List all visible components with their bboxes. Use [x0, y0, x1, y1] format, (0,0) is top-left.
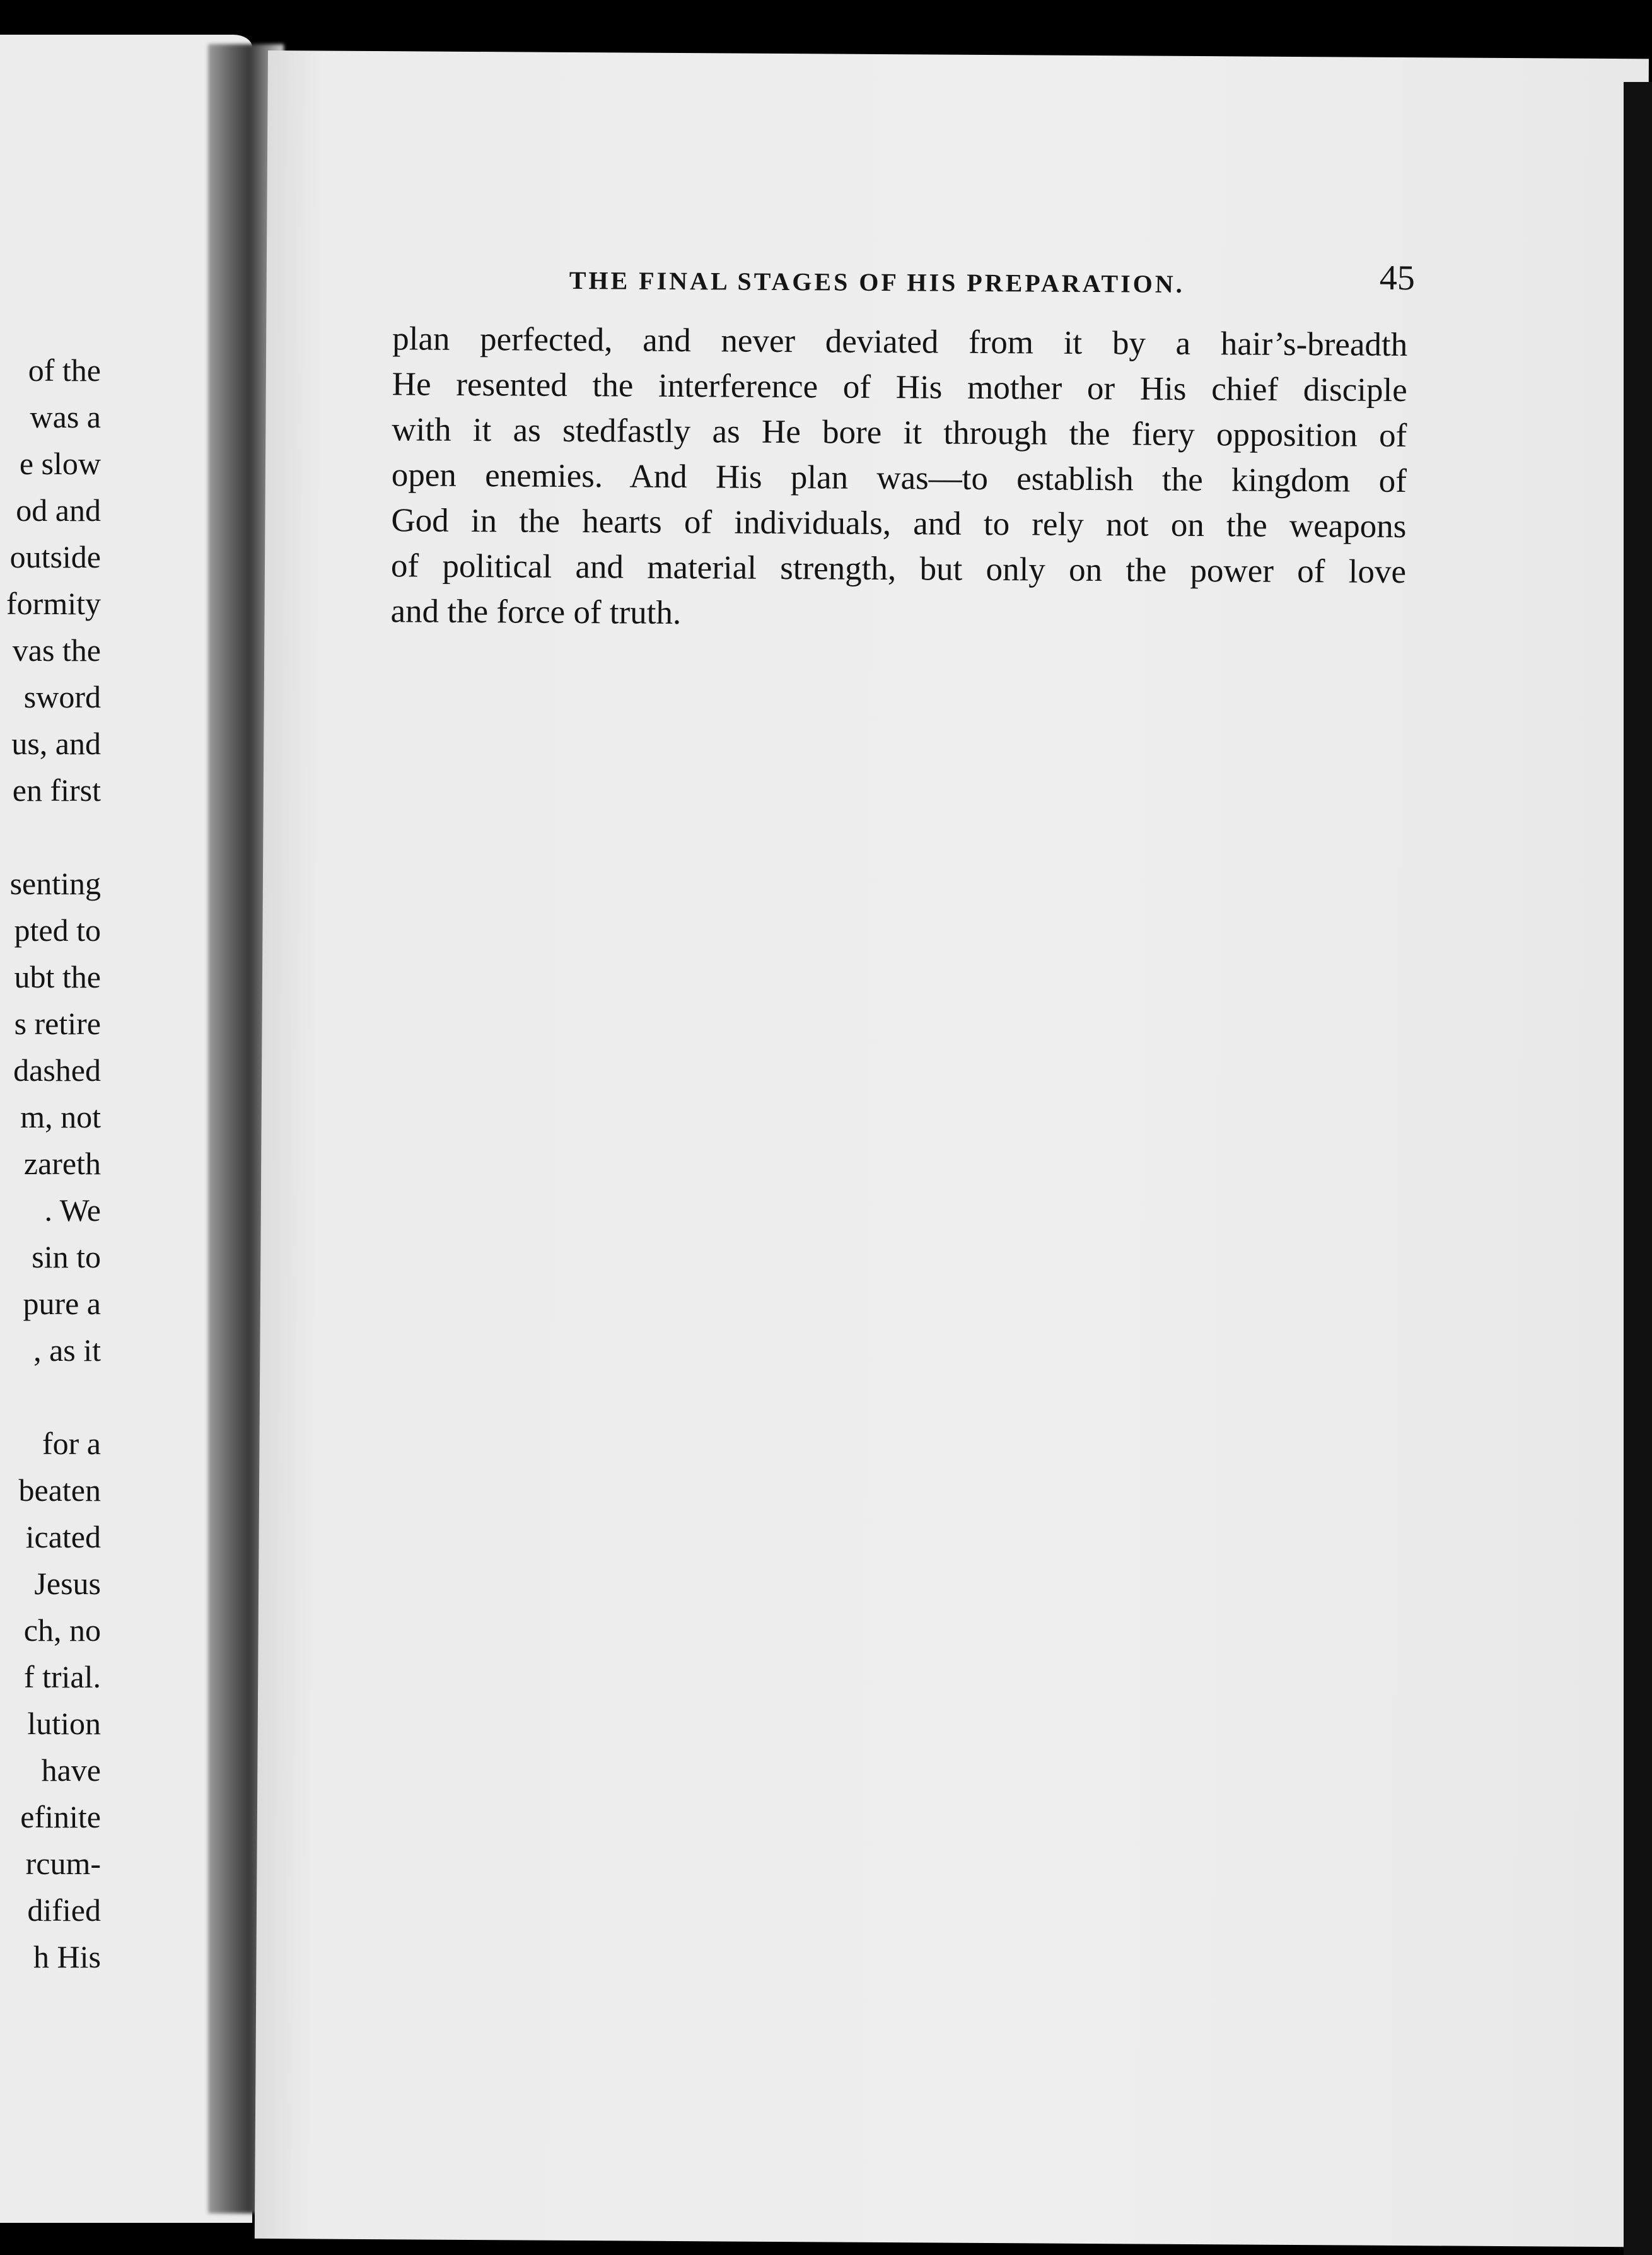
text-line: and the force of truth.	[390, 593, 682, 632]
left-line: us, and	[11, 726, 101, 761]
left-line: was a	[30, 399, 101, 434]
text-line: of political and material strength, but only on the power of love	[390, 547, 1407, 591]
left-line: pted to	[14, 912, 101, 948]
left-line: beaten	[18, 1472, 101, 1508]
running-head: THE FINAL STAGES OF HIS PREPARATION.	[569, 265, 1185, 298]
left-line: formity	[6, 586, 101, 621]
left-line: vas the	[12, 632, 101, 668]
left-line: efinite	[20, 1799, 101, 1834]
left-line: icated	[25, 1519, 101, 1554]
text-line: God in the hearts of individuals, and to rely not on the weapons	[391, 502, 1407, 545]
left-line: have	[41, 1752, 101, 1788]
left-line: sword	[23, 679, 101, 714]
left-line: outside	[9, 539, 101, 574]
left-line: pure a	[23, 1286, 101, 1321]
left-line: for a	[42, 1426, 101, 1461]
left-line: e slow	[19, 446, 101, 481]
right-page	[255, 50, 1649, 2247]
left-line: f trial.	[23, 1659, 101, 1694]
text-line: open enemies. And His plan was—to establish the kingdom of	[391, 457, 1407, 500]
left-line: ubt the	[14, 959, 101, 994]
left-line: Jesus	[34, 1566, 101, 1601]
body-text	[390, 316, 1407, 640]
text-line: with it as stedfastly as He bore it through the fiery opposition of	[392, 411, 1407, 455]
left-line: , as it	[33, 1332, 101, 1368]
page-number: 45	[1379, 258, 1416, 298]
page-edge-shadow	[1624, 82, 1652, 2255]
left-line: . We	[44, 1192, 101, 1228]
left-line: m, not	[20, 1099, 101, 1134]
left-line: zareth	[23, 1146, 101, 1181]
left-line: h His	[33, 1939, 101, 1974]
left-line: rcum-	[25, 1846, 101, 1881]
left-line: senting	[9, 866, 101, 901]
text-line: He resented the interference of His mother or His chief disciple	[392, 366, 1407, 409]
left-line: ch, no	[23, 1612, 101, 1648]
text-line: plan perfected, and never deviated from it by a hair’s-breadth	[392, 320, 1408, 364]
left-line: lution	[27, 1706, 101, 1741]
left-line: sin to	[32, 1239, 101, 1274]
left-line: of the	[28, 353, 101, 388]
left-line: s retire	[14, 1006, 101, 1041]
left-line: en first	[12, 772, 101, 808]
left-line: dashed	[13, 1052, 101, 1088]
left-line: od and	[16, 492, 101, 528]
left-line: dified	[27, 1892, 101, 1928]
